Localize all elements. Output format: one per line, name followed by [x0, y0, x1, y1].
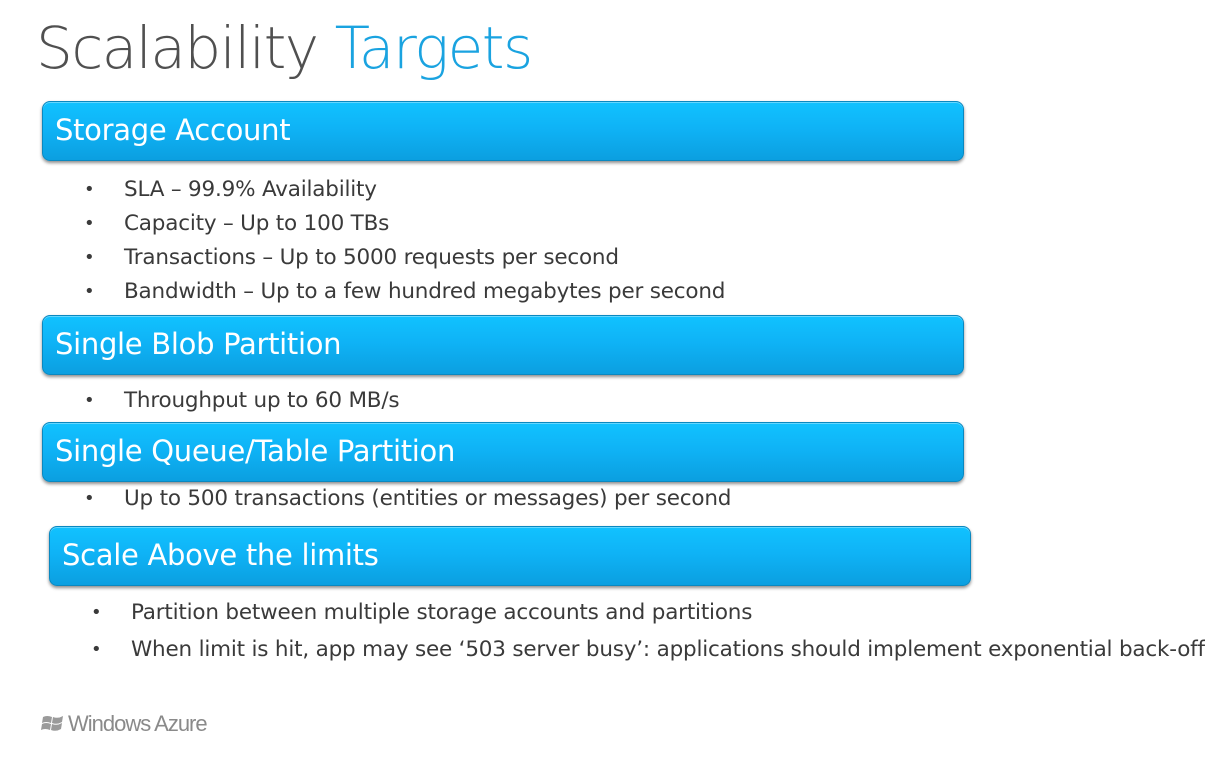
bullet-dot: • [84, 390, 95, 411]
slide-title [36, 10, 532, 86]
bullet-text: Throughput up to 60 MB/s [124, 388, 400, 413]
bullet-dot: • [91, 639, 102, 660]
title-main: Scalability [36, 14, 318, 82]
bullet-list-storage-account [84, 173, 964, 309]
section-header-label: Scale Above the limits [62, 538, 379, 572]
bullet-item [84, 483, 964, 515]
logo-text: Windows Azure [68, 711, 207, 736]
bullet-dot: • [84, 281, 95, 302]
section-header-label: Single Queue/Table Partition [55, 434, 456, 468]
bullet-item [91, 635, 1205, 664]
bullet-list-scale-above-the-limits [91, 597, 1205, 664]
bullet-dot: • [91, 602, 102, 623]
bullet-text: Partition between multiple storage accounts and partitions [131, 600, 753, 625]
section-header-single-queue-table-partition [42, 422, 964, 482]
title-accent: Targets [334, 14, 532, 82]
section-header-scale-above-the-limits [49, 526, 971, 586]
bullet-item [84, 385, 964, 417]
section-header-label: Storage Account [55, 113, 291, 147]
bullet-text: Bandwidth – Up to a few hundred megabytes per second [124, 279, 726, 304]
bullet-item [84, 241, 964, 275]
windows-azure-logo [42, 711, 207, 737]
bullet-text: SLA – 99.9% Availability [124, 177, 377, 202]
bullet-item [91, 597, 911, 629]
bullet-list-single-queue-table-partition [84, 483, 964, 515]
bullet-dot: • [84, 213, 95, 234]
bullet-text: When limit is hit, app may see ‘503 server busy’: applications should implement exponential back-off [131, 637, 1205, 662]
bullet-text: Capacity – Up to 100 TBs [124, 211, 390, 236]
bullet-text: Up to 500 transactions (entities or messages) per second [124, 486, 732, 511]
bullet-list-single-blob-partition [84, 385, 964, 417]
bullet-dot: • [84, 247, 95, 268]
bullet-text: Transactions – Up to 5000 requests per second [124, 245, 619, 270]
bullet-dot: • [84, 488, 95, 509]
section-header-label: Single Blob Partition [55, 327, 342, 361]
bullet-item [84, 173, 964, 207]
windows-flag-icon [42, 714, 64, 734]
section-header-single-blob-partition [42, 315, 964, 375]
bullet-item [84, 275, 964, 309]
bullet-dot: • [84, 179, 95, 200]
section-header-storage-account [42, 101, 964, 161]
bullet-item [84, 207, 964, 241]
